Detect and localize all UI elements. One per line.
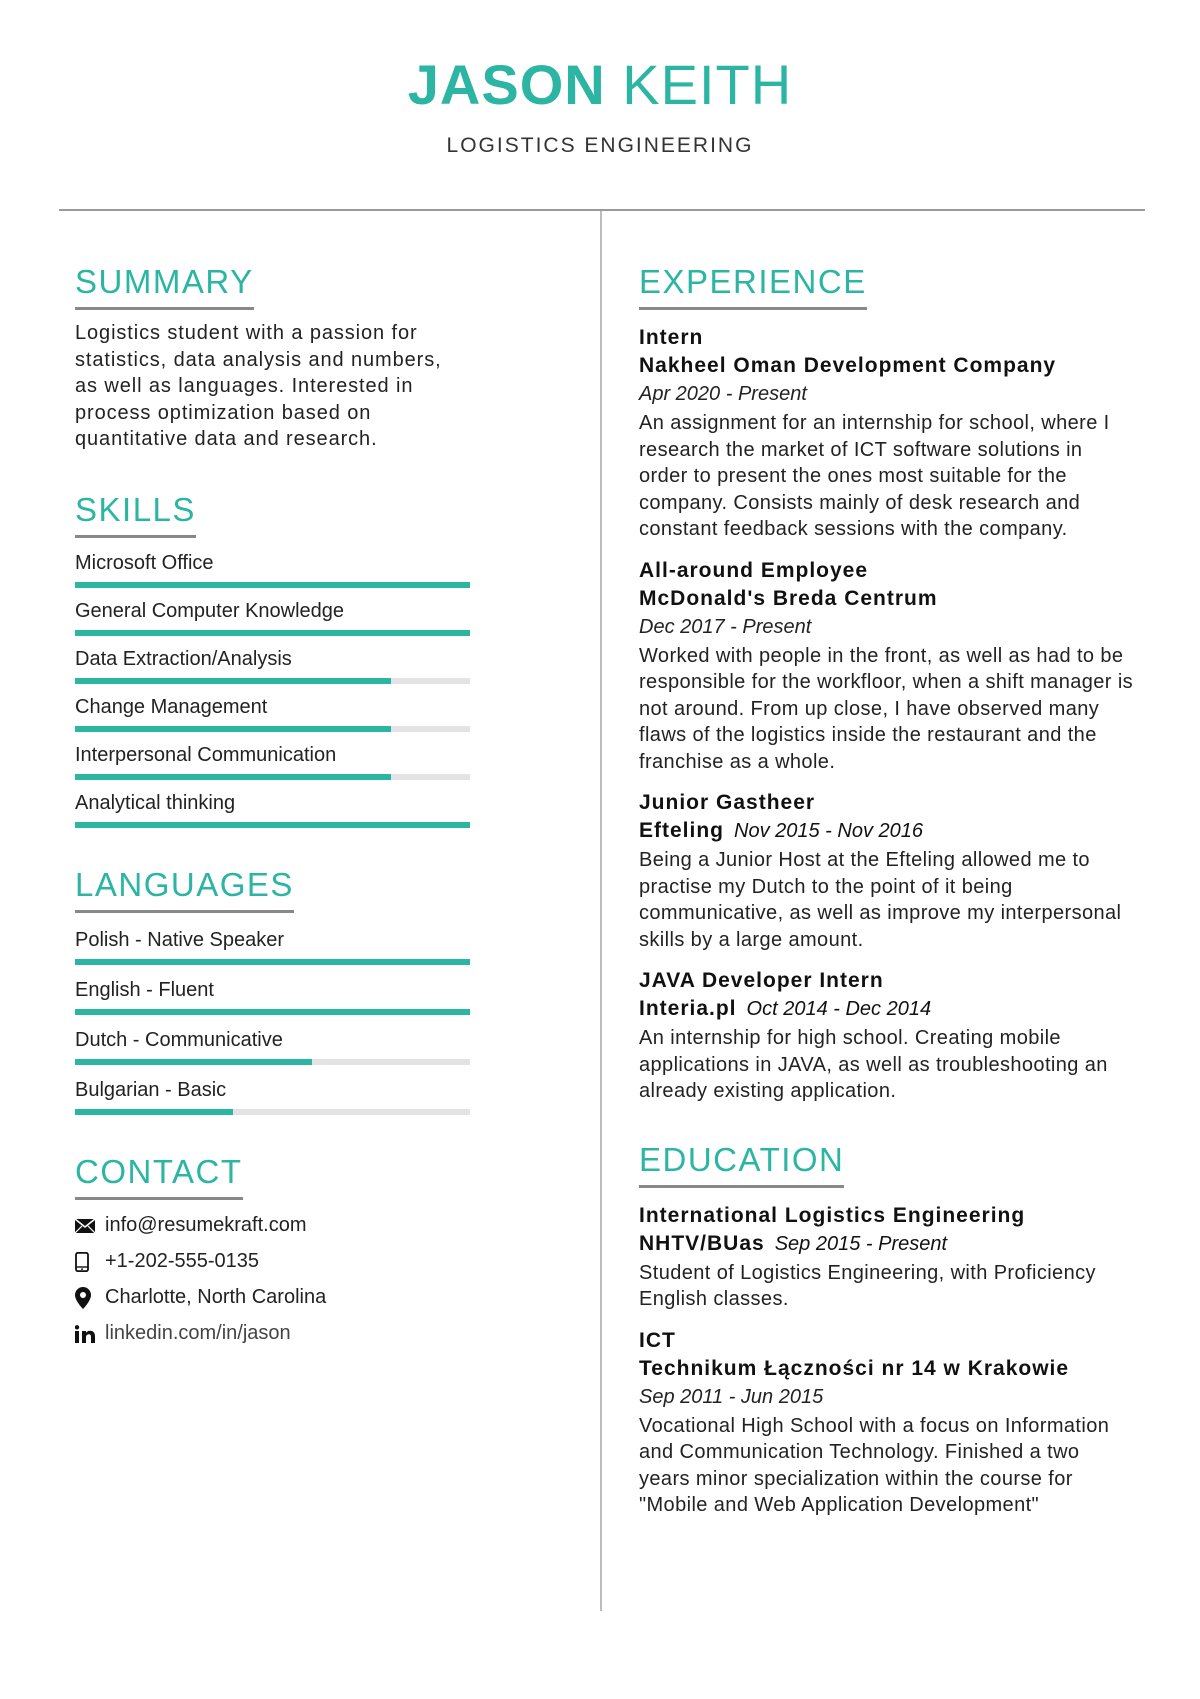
- language-level-fill: [75, 1009, 470, 1015]
- summary-section: [75, 263, 470, 453]
- contact-title: CONTACT: [75, 1153, 243, 1200]
- education-entry: [639, 1327, 1134, 1519]
- job-role: LOGISTICS ENGINEERING: [446, 134, 754, 157]
- school-name: NHTV/BUas: [639, 1231, 765, 1255]
- language-level-bar: [75, 1059, 470, 1065]
- education-description: Vocational High School with a focus on Information and Communication Technology. Finished a two years minor specialization within the course for "Mobile and Web Application Development": [639, 1414, 1110, 1516]
- job-description: Being a Junior Host at the Efteling allowed me to practise my Dutch to the point of it being communicative, as well as improve my interpersonal skills by a large amount.: [639, 849, 1122, 951]
- language-item: [75, 1027, 470, 1065]
- candidate-name: [0, 52, 1200, 117]
- skill-item: [75, 790, 470, 828]
- last-name: KEITH: [622, 53, 793, 116]
- language-label: Bulgarian - Basic: [75, 1078, 227, 1101]
- skill-level-bar: [75, 822, 470, 828]
- skill-item: [75, 742, 470, 780]
- envelope-icon: [75, 1219, 105, 1233]
- language-item: [75, 977, 470, 1015]
- experience-entry: [639, 789, 1134, 953]
- skill-level-bar: [75, 678, 470, 684]
- skills-title: SKILLS: [75, 491, 196, 538]
- language-label: Dutch - Communicative: [75, 1028, 283, 1051]
- job-company: [639, 352, 1134, 380]
- company-name: Nakheel Oman Development Company: [639, 354, 1057, 377]
- skill-level-bar: [75, 774, 470, 780]
- left-column: [75, 263, 470, 1352]
- contact-section: [75, 1153, 470, 1352]
- job-dates: Dec 2017 - Present: [639, 615, 812, 638]
- language-level-fill: [75, 959, 470, 965]
- email-text: info@resumekraft.com: [105, 1214, 307, 1236]
- job-dates: Apr 2020 - Present: [639, 383, 807, 405]
- company-name: McDonald's Breda Centrum: [639, 586, 938, 610]
- experience-entry: [639, 557, 1134, 776]
- company-name: Interia.pl: [639, 997, 737, 1020]
- job-title: Intern: [639, 326, 704, 349]
- job-title: All-around Employee: [639, 558, 869, 582]
- phone-icon: [75, 1252, 105, 1272]
- school: [639, 1230, 1134, 1258]
- skill-level-fill: [75, 582, 470, 588]
- skill-label: Change Management: [75, 695, 268, 718]
- contact-email[interactable]: [75, 1208, 470, 1244]
- skill-level-fill: [75, 630, 470, 636]
- skill-label: Analytical thinking: [75, 791, 236, 814]
- education-title: EDUCATION: [639, 1141, 844, 1188]
- experience-section: [639, 263, 1134, 1105]
- job-company: [639, 817, 1134, 845]
- skill-level-fill: [75, 822, 470, 828]
- location-pin-icon: [75, 1287, 105, 1309]
- contact-location: [75, 1280, 470, 1316]
- skill-label: General Computer Knowledge: [75, 599, 345, 622]
- language-label: English - Fluent: [75, 978, 214, 1001]
- contact-phone[interactable]: [75, 1244, 470, 1280]
- job-dates: Nov 2015 - Nov 2016: [734, 820, 924, 842]
- degree-title: International Logistics Engineering: [639, 1203, 1026, 1227]
- job-title: Junior Gastheer: [639, 791, 816, 814]
- education-entry: [639, 1202, 1134, 1313]
- job-company: [639, 585, 1134, 613]
- skill-level-fill: [75, 726, 391, 732]
- header-divider: [59, 209, 1145, 211]
- location-text: Charlotte, North Carolina: [105, 1286, 327, 1308]
- education-dates: Sep 2011 - Jun 2015: [639, 1385, 824, 1408]
- right-column: [639, 263, 1134, 1519]
- language-level-bar: [75, 1009, 470, 1015]
- job-description: Worked with people in the front, as well as had to be responsible for the workfloor, when a shift manager is not around. From up close, I have observed many flaws of the logistics inside the restaurant and the franchise as a whole.: [639, 644, 1134, 773]
- language-level-fill: [75, 1109, 233, 1115]
- column-divider: [600, 211, 602, 1611]
- language-item: [75, 1077, 470, 1115]
- experience-title: EXPERIENCE: [639, 263, 867, 310]
- skill-level-fill: [75, 678, 391, 684]
- language-label: Polish - Native Speaker: [75, 928, 284, 951]
- skill-label: Microsoft Office: [75, 551, 214, 574]
- skill-level-bar: [75, 582, 470, 588]
- skill-level-bar: [75, 630, 470, 636]
- degree-title: ICT: [639, 1328, 676, 1352]
- school-name: Technikum Łączności nr 14 w Krakowie: [639, 1356, 1070, 1380]
- language-item: [75, 927, 470, 965]
- job-description: An internship for high school. Creating mobile applications in JAVA, as well as troubleshooting an already existing application.: [639, 1027, 1108, 1102]
- school: [639, 1355, 1134, 1383]
- skills-section: [75, 491, 470, 828]
- skill-item: [75, 598, 470, 636]
- skill-label: Interpersonal Communication: [75, 743, 337, 766]
- linkedin-icon: [75, 1325, 105, 1343]
- education-dates: Sep 2015 - Present: [774, 1232, 948, 1255]
- experience-entry: [639, 324, 1134, 543]
- skill-label: Data Extraction/Analysis: [75, 647, 292, 670]
- phone-text: +1-202-555-0135: [105, 1250, 260, 1272]
- skill-item: [75, 550, 470, 588]
- experience-entry: [639, 967, 1134, 1105]
- skill-item: [75, 694, 470, 732]
- skill-level-fill: [75, 774, 391, 780]
- skill-level-bar: [75, 726, 470, 732]
- language-level-bar: [75, 959, 470, 965]
- language-level-fill: [75, 1059, 312, 1065]
- skill-item: [75, 646, 470, 684]
- first-name: JASON: [407, 53, 606, 116]
- contact-linkedin[interactable]: [75, 1316, 470, 1352]
- summary-text: Logistics student with a passion for statistics, data analysis and numbers, as well as languages. Interested in process optimization based on quantitative data and research.: [75, 322, 442, 450]
- company-name: Efteling: [639, 819, 724, 842]
- linkedin-text: linkedin.com/in/jason: [105, 1322, 291, 1344]
- summary-title: SUMMARY: [75, 263, 254, 310]
- job-title: JAVA Developer Intern: [639, 969, 884, 992]
- job-company: [639, 995, 1134, 1023]
- languages-title: LANGUAGES: [75, 866, 294, 913]
- job-dates: Oct 2014 - Dec 2014: [746, 998, 932, 1020]
- job-description: An assignment for an internship for school, where I research the market of ICT software solutions in order to present the ones most suitable for the company. Consists mainly of desk research and constant feedback sessions with the company.: [639, 412, 1110, 540]
- language-level-bar: [75, 1109, 470, 1115]
- education-description: Student of Logistics Engineering, with Proficiency English classes.: [639, 1261, 1096, 1310]
- languages-section: [75, 866, 470, 1115]
- education-section: [639, 1141, 1134, 1519]
